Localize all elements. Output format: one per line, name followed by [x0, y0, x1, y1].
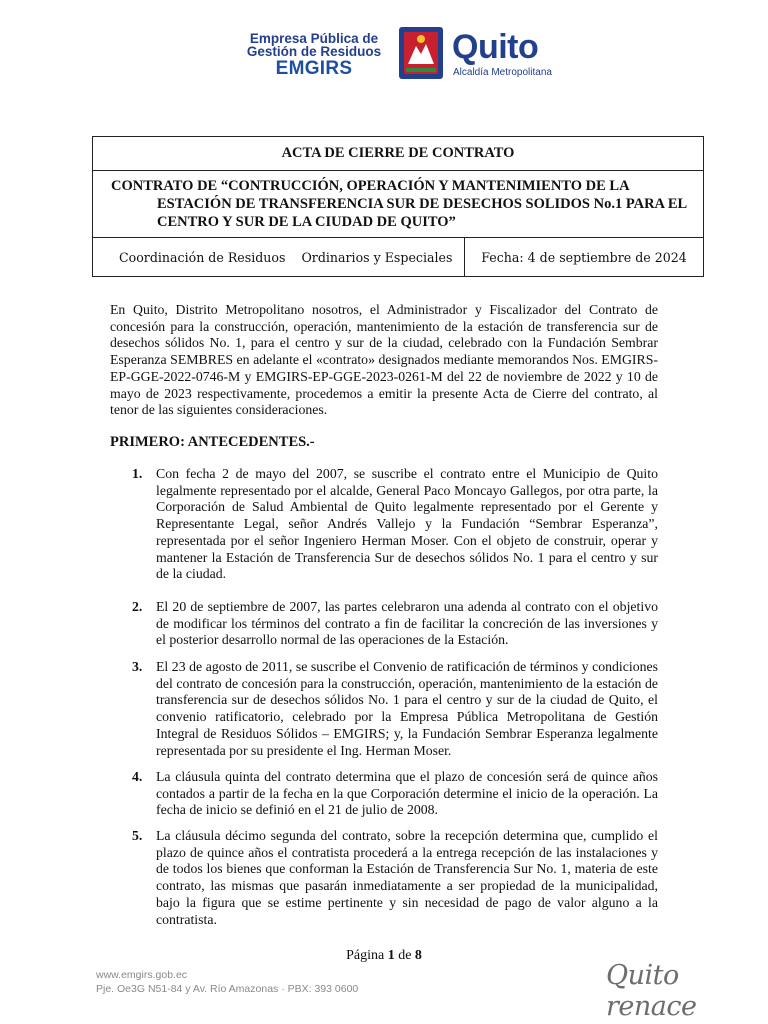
coordination-label-b: Ordinarios y Especiales [301, 249, 453, 265]
quito-logo: Quito [452, 28, 539, 66]
list-item-number: 1. [132, 466, 143, 481]
quito-logo-subtitle: Alcaldía Metropolitana [453, 67, 552, 78]
section-heading: PRIMERO: ANTECEDENTES.- [110, 434, 315, 450]
page-label: Página [346, 948, 385, 963]
coordination-label-a: Coordinación de Residuos [119, 249, 286, 265]
list-item-text: La cláusula quinta del contrato determina que el plazo de concesión será de quince años contados a partir de la fecha en la que Corporación determine el inicio de la operación. La fecha de inicio se definió en el 21 de julio de 2008. [156, 769, 658, 818]
contract-info-table [92, 136, 704, 277]
document-date: Fecha: 4 de septiembre de 2024 [481, 249, 687, 265]
emgirs-logo-line2: Gestión de Residuos [246, 44, 382, 59]
contract-name-line1: CONTRATO DE “CONTRUCCIÓN, OPERACIÓN Y MANTENIMIENTO DE LA ESTACIÓN [111, 178, 629, 212]
page-total: 8 [414, 948, 422, 963]
emgirs-logo [246, 32, 382, 80]
footer-slogan-logo: Quito renace [606, 960, 697, 1022]
list-item [110, 659, 658, 759]
quito-coat-of-arms-icon [398, 26, 444, 80]
list-item-text: El 23 de agosto de 2011, se suscribe el Convenio de ratificación de términos y condiciones del contrato de concesión para la construcción, operación, mantenimiento de la estación de transferencia sur de desechos sólidos No. 1 para el centro y sur de la ciudad de Quito, el convenio ratificatorio, celebrado por la Empresa Pública Metropolitana de Gestión Integral de Residuos Sólidos – EMGIRS; y, la Fundación Sembrar Esperanza legalmente representada por su presidente el Ing. Herman Moser. [156, 659, 658, 758]
list-item [110, 466, 658, 583]
footer-address: Pje. Oe3G N51-84 y Av. Río Amazonas · PBX: 393 0600 [96, 983, 359, 995]
footer-contact [96, 968, 358, 996]
list-item-text: La cláusula décimo segunda del contrato, sobre la recepción determina que, cumplido el plazo de quince años el contratista procederá a la entrega recepción de las instalaciones y de todos los bienes que conforman la Estación de Transferencia Sur No. 1, materia de este contrato, las mismas que pasarán inmediatamente a ser propiedad de la municipalidad, bajo la figura que se estime pertinente y sin necesidad de pago de valor alguno a la contratista. [156, 828, 658, 927]
header-logos [246, 24, 576, 88]
intro-paragraph: En Quito, Distrito Metropolitano nosotros, el Administrador y Fiscalizador del Contrato de concesión para la construcción, operación, mantenimiento de la estación de transferencia sur de desechos sólidos No. 1, para el centro y sur de la ciudad, celebrado con la Fundación Sembrar Esperanza SEMBRES en adelante el «contrato» designados mediante memorandos Nos. EMGIRS-EP-GGE-2022-0746-M y EMGIRS-EP-GGE-2023-0261-M del 22 de noviembre de 2022 y 10 de mayo de 2023 respectivamente, procedemos a emitir la presente Acta de Cierre del contrato, al tenor de las siguientes consideraciones. [110, 302, 658, 418]
list-item-number: 3. [132, 659, 143, 674]
page-current: 1 [387, 948, 395, 963]
list-item-number: 5. [132, 828, 143, 843]
contract-name-line2: DE TRANSFERENCIA SUR DE DESECHOS SOLIDOS No.1 PARA EL CENTRO Y SUR DE LA CIUDAD DE QUITO” [157, 196, 687, 230]
contract-name [93, 171, 704, 238]
document-title: ACTA DE CIERRE DE CONTRATO [93, 137, 704, 171]
list-item [110, 769, 658, 819]
list-item-text: Con fecha 2 de mayo del 2007, se suscribe el contrato entre el Municipio de Quito legalmente representado por el alcalde, General Paco Moncayo Gallegos, por otra parte, la Corporación de Salud Ambiental de Quito legalmente representado por el Gerente y Representante Legal, señor Andrés Vallejo y la Fundación “Sembrar Esperanza”, representada por el señor Ingeniero Herman Moser. Con el objeto de construir, operar y mantener la Estación de Transferencia Sur de desechos sólidos No. 1 para el centro y sur de la ciudad. [156, 466, 658, 582]
emgirs-logo-name: EMGIRS [275, 58, 353, 79]
list-item-number: 4. [132, 769, 143, 784]
page-of: de [398, 948, 412, 963]
footer-website: www.emgirs.gob.ec [96, 969, 188, 981]
emgirs-logo-line1: Empresa Pública de [249, 31, 379, 46]
list-item [110, 599, 658, 649]
list-item-text: El 20 de septiembre de 2007, las partes celebraron una adenda al contrato con el objetivo de modificar los términos del contrato a fin de facilitar la concreción de las inversiones y el posterior desarrollo normal de las operaciones de la Estación. [156, 599, 658, 648]
coordination-date-row [93, 238, 704, 277]
list-item [110, 828, 658, 928]
list-item-number: 2. [132, 599, 143, 614]
